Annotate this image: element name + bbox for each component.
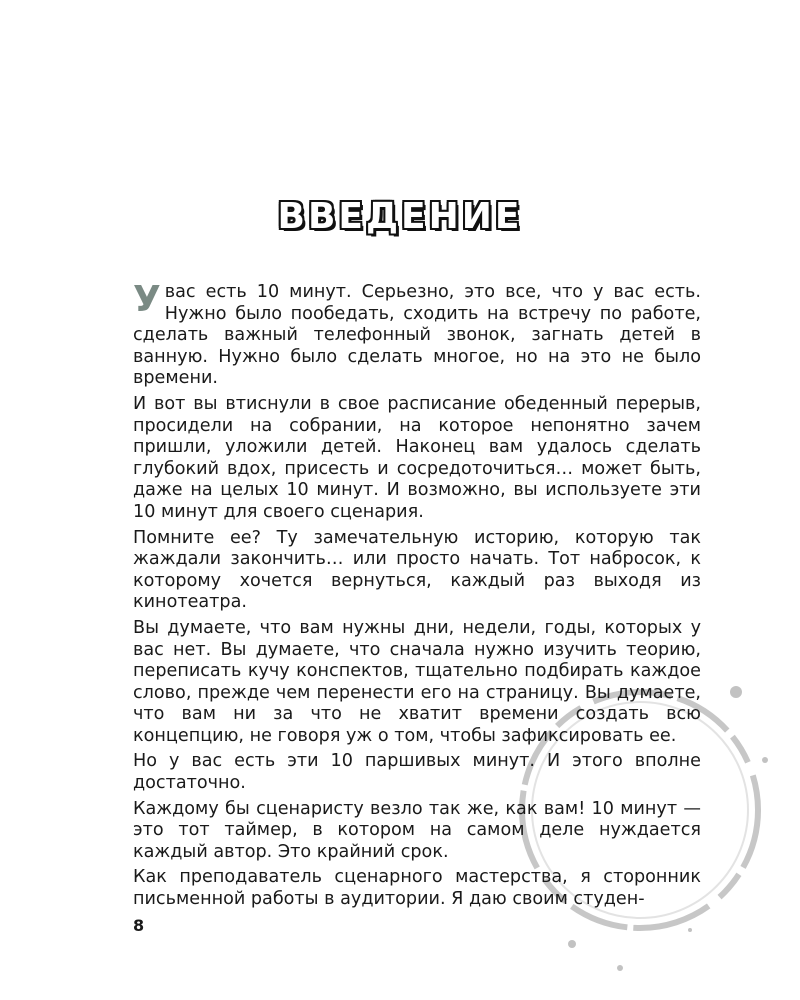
paragraph-7: Как преподаватель сценарного мастерства, я сторонник письменной работы в аудитории. Я даю своим студен- <box>133 867 701 910</box>
page-number: 8 <box>133 916 145 935</box>
drop-cap: У <box>133 279 161 320</box>
paragraph-6: Каждому бы сценаристу везло так же, как вам! 10 минут — это тот таймер, в котором на самом деле нуждается каждый автор. Это крайний срок. <box>133 798 701 862</box>
paragraph-4: Вы думаете, что вам нужны дни, недели, годы, которых у вас нет. Вы думаете, что сначала нужно изучить теорию, переписать кучу конспектов, тщательно подбирать каждое слово, прежде чем перенести его на страницу. Вы думаете, что вам ни за что не хватит времени создать всю концепцию, не говоря уж о том, чтобы зафиксировать ее. <box>133 617 701 746</box>
paragraph-2: И вот вы втиснули в свое расписание обеденный перерыв, просидели на собрании, на которое непонятно зачем пришли, уложили детей. Наконец вам удалось сделать глубокий вдох, присесть и сосредоточиться… может быть, даже на целых 10 минут. И возможно, вы используете эти 10 минут для своего сценария. <box>133 393 701 522</box>
paragraph-5: Но у вас есть эти 10 паршивых минут. И этого вполне достаточно. <box>133 751 701 794</box>
paragraph-1: У вас есть 10 минут. Серьезно, это все, что у вас есть. Нужно было пообедать, сходить на встречу по работе, сделать важный телефонный звонок, загнать детей в ванную. Нужно было сделать многое, но на это не было времени. <box>133 279 701 389</box>
paragraph-3: Помните ее? Ту замечательную историю, которую так жаждали закончить… или просто начать. Тот набросок, к которому хочется вернуться, каждый раз выходя из кинотеатра. <box>133 527 701 613</box>
body-text <box>133 279 701 915</box>
chapter-title-container <box>0 196 800 237</box>
chapter-title: ВВЕДЕНИЕ <box>277 196 523 237</box>
